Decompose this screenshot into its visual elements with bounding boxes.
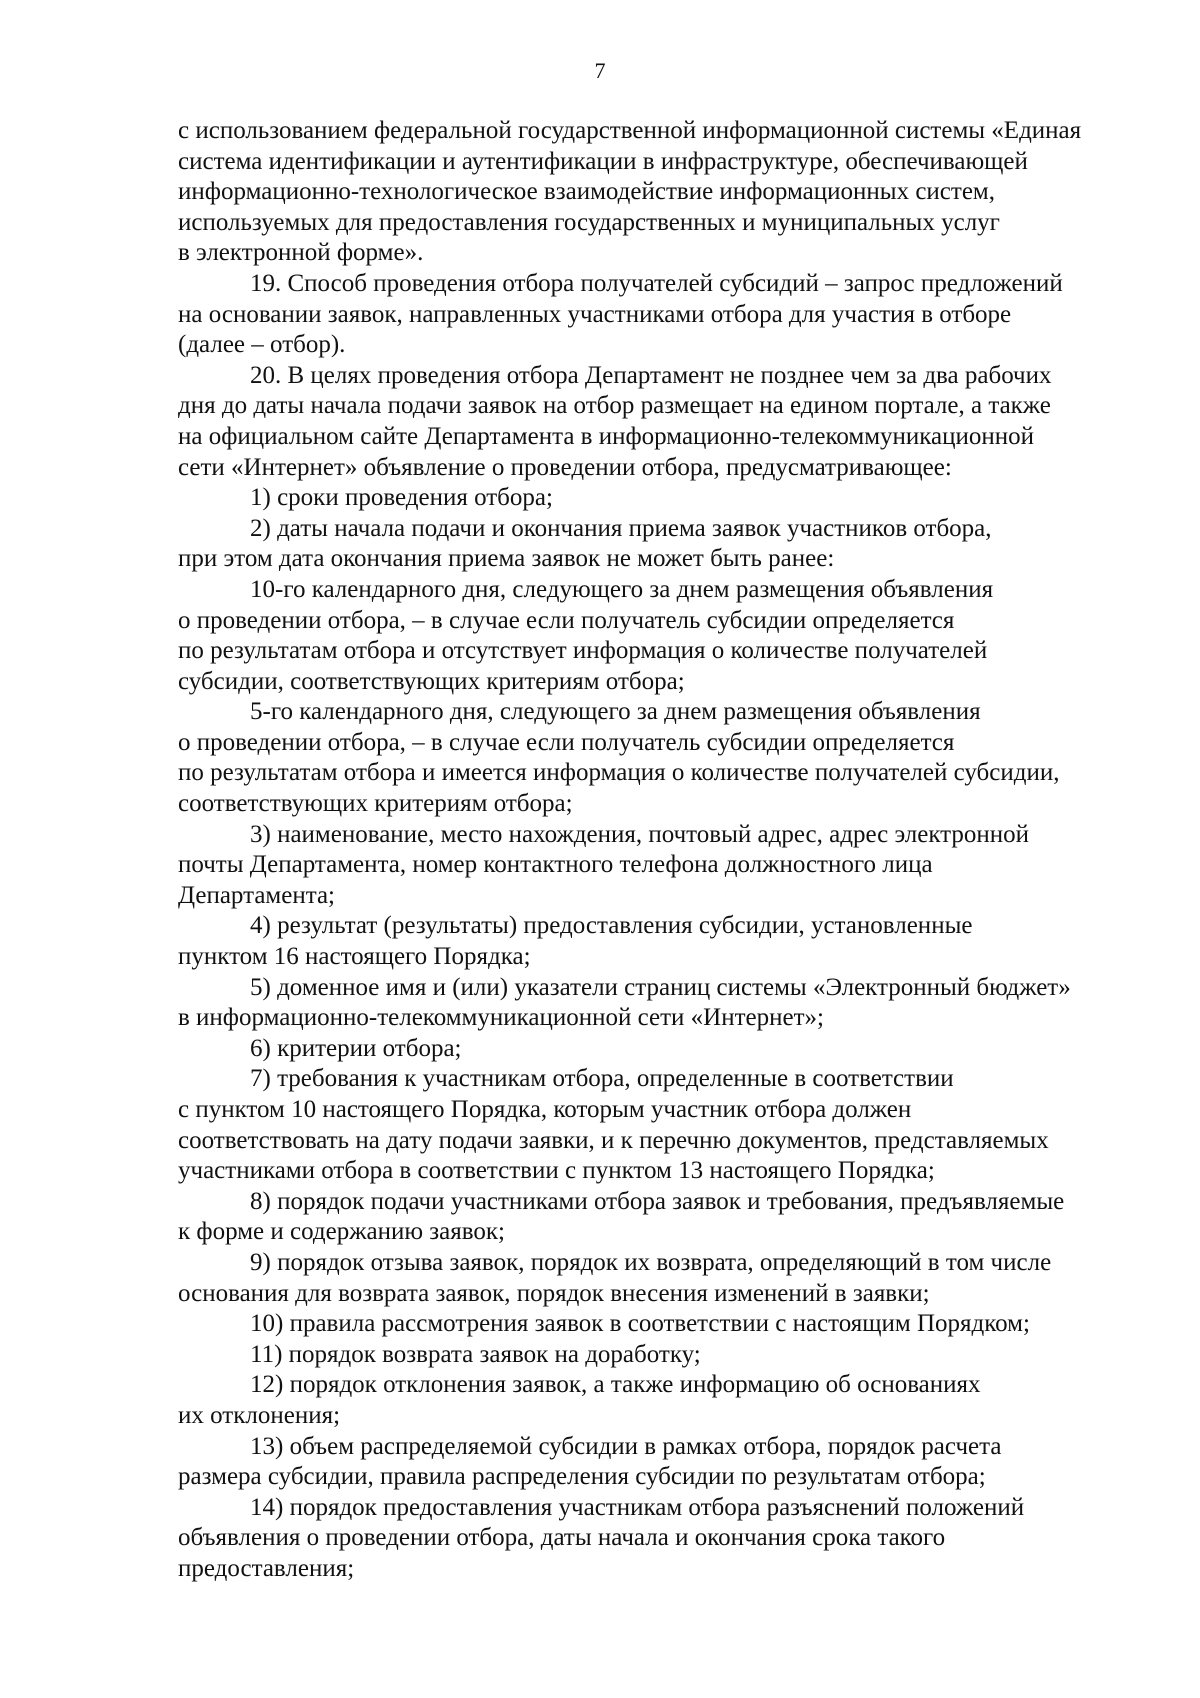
paragraph: 2) даты начала подачи и окончания приема заявок участников отбора, при этом дата окончания приема заявок не может быть ранее:	[178, 514, 992, 573]
paragraph: 11) порядок возврата заявок на доработку;	[250, 1340, 701, 1368]
paragraph: 19. Способ проведения отбора получателей субсидий – запрос предложений на основании заявок, направленных участниками отбора для участия в отборе (далее – отбор).	[178, 269, 1063, 359]
paragraph: с использованием федеральной государственной информационной системы «Единая система идентификации и аутентификации в инфраструктуре, обеспечивающей информационно-технологическое взаимодействие информационных систем, используемых для предоставления государственных и муниципальных услуг в электронной форме».	[178, 117, 1082, 267]
paragraph: 4) результат (результаты) предоставления субсидии, установленные пунктом 16 настоящего Порядка;	[178, 912, 973, 971]
document-body	[178, 116, 1108, 1585]
paragraph: 5) доменное имя и (или) указатели страниц системы «Электронный бюджет» в информационно-телекоммуникационной сети «Интернет»;	[178, 973, 1071, 1032]
paragraph: 10) правила рассмотрения заявок в соответствии с настоящим Порядком;	[250, 1310, 1030, 1338]
paragraph: 1) сроки проведения отбора;	[250, 484, 553, 512]
paragraph: 13) объем распределяемой субсидии в рамках отбора, порядок расчета размера субсидии, правила распределения субсидии по результатам отбора;	[178, 1432, 1002, 1491]
paragraph: 5-го календарного дня, следующего за днем размещения объявления о проведении отбора, – в случае если получатель субсидии определяется по результатам отбора и имеется информация о количестве получателей субсидии, соответствующих критериям отбора;	[178, 698, 1060, 818]
paragraph: 7) требования к участникам отбора, определенные в соответствии с пунктом 10 настоящего Порядка, которым участник отбора должен соответствовать на дату подачи заявки, и к перечню документов, представляемых участниками отбора в соответствии с пунктом 13 настоящего Порядка;	[178, 1065, 1049, 1185]
paragraph: 10-го календарного дня, следующего за днем размещения объявления о проведении отбора, – в случае если получатель субсидии определяется по результатам отбора и отсутствует информация о количестве получателей субсидии, соответствующих критериям отбора;	[178, 575, 994, 695]
paragraph: 12) порядок отклонения заявок, а также информацию об основаниях их отклонения;	[178, 1371, 981, 1429]
page-number: 7	[594, 58, 606, 83]
paragraph: 14) порядок предоставления участникам отбора разъяснений положений объявления о проведении отбора, даты начала и окончания срока такого предоставления;	[178, 1493, 1025, 1582]
paragraph: 8) порядок подачи участниками отбора заявок и требования, предъявляемые к форме и содержанию заявок;	[178, 1187, 1065, 1246]
paragraph: 3) наименование, место нахождения, почтовый адрес, адрес электронной почты Департамента, номер контактного телефона должностного лица Департамента;	[178, 820, 1030, 909]
paragraph: 20. В целях проведения отбора Департамент не позднее чем за два рабочих дня до даты начала подачи заявок на отбор размещает на едином портале, а также на официальном сайте Департамента в информационно-телекоммуникационной сети «Интернет» объявление о проведении отбора, предусматривающее:	[178, 361, 1052, 481]
paragraph: 6) критерии отбора;	[250, 1034, 462, 1062]
paragraph: 9) порядок отзыва заявок, порядок их возврата, определяющий в том числе основания для возврата заявок, порядок внесения изменений в заявки;	[178, 1248, 1052, 1307]
